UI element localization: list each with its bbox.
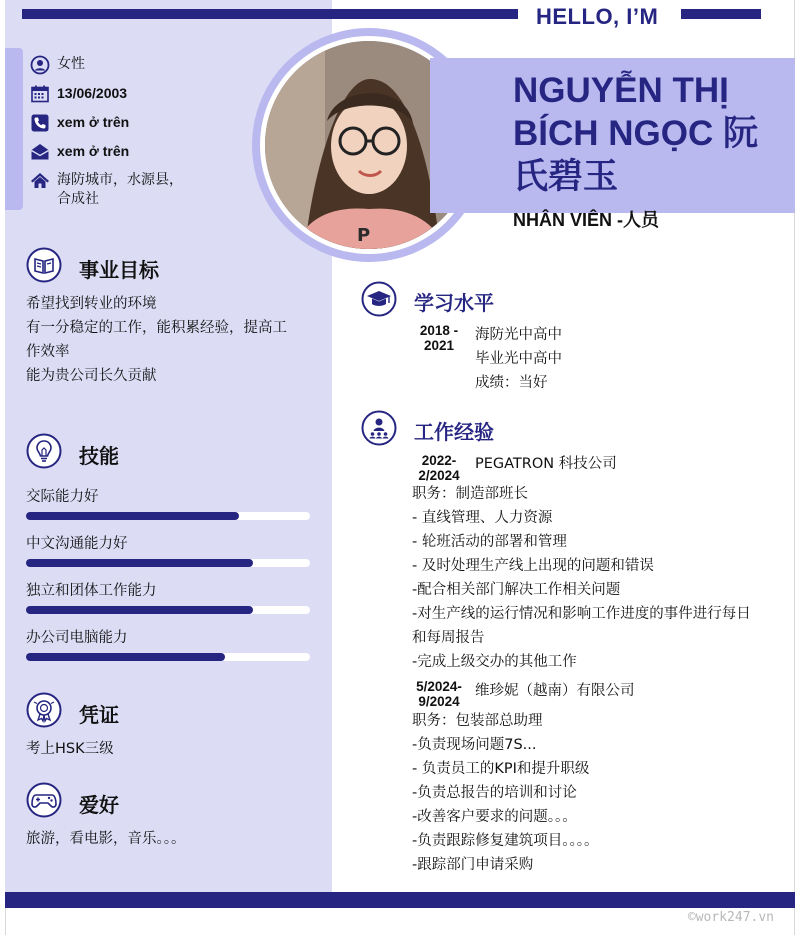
contact-list xyxy=(30,55,230,218)
footer-bar xyxy=(5,892,795,908)
job-line: -负责跟踪修复建筑项目。。。。 xyxy=(412,833,599,849)
full-name: NGUYỄN THỊ BÍCH NGỌC 阮 氏碧玉 xyxy=(513,71,759,196)
job-line: -跟踪部门申请采购 xyxy=(412,857,534,873)
hello-heading: HELLO, I’M xyxy=(536,4,659,29)
job-line: - 负责员工的KPI和提升职级 xyxy=(412,761,590,777)
contact-birthday: 13/06/2003 xyxy=(30,84,230,104)
job-line: -完成上级交办的其他工作 xyxy=(412,654,577,670)
skill-bar-fill xyxy=(26,653,225,661)
certificates-text: 考上HSK三级 xyxy=(26,741,114,757)
education-date: 2018 - 2021 xyxy=(419,323,459,353)
skill-label: 中文沟通能力好 xyxy=(26,536,128,552)
job-line: - 直线管理、人力资源 xyxy=(412,510,553,526)
job-line: -改善客户要求的问题。。。 xyxy=(412,809,577,825)
job-company: PEGATRON 科技公司 xyxy=(475,456,617,472)
skill-bar xyxy=(26,512,310,520)
certificate-icon xyxy=(26,692,62,728)
job-date: 5/2024- 9/2024 xyxy=(416,679,462,709)
hobbies-text: 旅游，看电影，音乐。。。 xyxy=(26,831,186,847)
job-line: 职务：制造部班长 xyxy=(412,486,528,502)
skill-bar-fill xyxy=(26,512,239,520)
education-line: 海防光中高中 xyxy=(475,327,562,343)
skill-label: 办公司电脑能力 xyxy=(26,630,128,646)
job-company: 维珍妮（越南）有限公司 xyxy=(475,683,635,699)
job-line: 职务：包装部总助理 xyxy=(412,713,543,729)
home-icon xyxy=(30,171,50,191)
job-line: -对生产线的运行情况和影响工作进度的事件进行每日 xyxy=(412,606,751,622)
job-line: - 及时处理生产线上出现的问题和错误 xyxy=(412,558,654,574)
hobbies-title: 爱好 xyxy=(79,793,119,817)
skill-bar xyxy=(26,559,310,567)
lightbulb-icon xyxy=(26,433,62,469)
svg-text:P: P xyxy=(357,225,371,246)
education-title: 学习水平 xyxy=(414,291,494,315)
skill-bar-fill xyxy=(26,559,253,567)
objective-text: 希望找到转业的环境 有一分稳定的工作，能积累经验，提高工 作效率 能为贵公司长久贡献 xyxy=(26,296,287,384)
contact-address: 海防城市，水源县， 合成社 xyxy=(30,171,230,209)
certificates-title: 凭证 xyxy=(79,703,119,727)
contact-phone: xem ở trên xyxy=(30,113,230,133)
experience-title: 工作经验 xyxy=(414,420,494,444)
calendar-icon xyxy=(30,84,50,104)
watermark: ©work247.vn xyxy=(687,910,774,925)
education-line: 成绩：当好 xyxy=(475,375,548,391)
job-title: NHÂN VIÊN -人员 xyxy=(513,210,660,230)
skill-bar xyxy=(26,653,310,661)
job-line: - 轮班活动的部署和管理 xyxy=(412,534,567,550)
header-rule-left xyxy=(22,9,518,19)
job-date: 2022- 2/2024 xyxy=(418,453,460,483)
skill-label: 独立和团体工作能力 xyxy=(26,583,157,599)
job-line: -负责现场问题7S... xyxy=(412,737,537,753)
contact-email: xem ở trên xyxy=(30,142,230,162)
gamepad-icon xyxy=(26,782,62,818)
education-line: 毕业光中高中 xyxy=(475,351,562,367)
header-rule-right xyxy=(681,9,761,19)
contact-accent-bar xyxy=(5,48,23,210)
book-icon xyxy=(26,247,62,283)
skill-label: 交际能力好 xyxy=(26,489,99,505)
objective-title: 事业目标 xyxy=(79,258,159,282)
skill-bar xyxy=(26,606,310,614)
job-line: -配合相关部门解决工作相关问题 xyxy=(412,582,621,598)
graduation-cap-icon xyxy=(361,281,397,317)
contact-gender: 女性 xyxy=(30,55,230,75)
skills-title: 技能 xyxy=(79,444,119,468)
phone-icon xyxy=(30,113,50,133)
team-icon xyxy=(361,410,397,446)
user-icon xyxy=(30,55,50,75)
job-line: -负责总报告的培训和讨论 xyxy=(412,785,577,801)
job-line: 和每周报告 xyxy=(412,630,485,646)
envelope-icon xyxy=(30,142,50,162)
skill-bar-fill xyxy=(26,606,253,614)
